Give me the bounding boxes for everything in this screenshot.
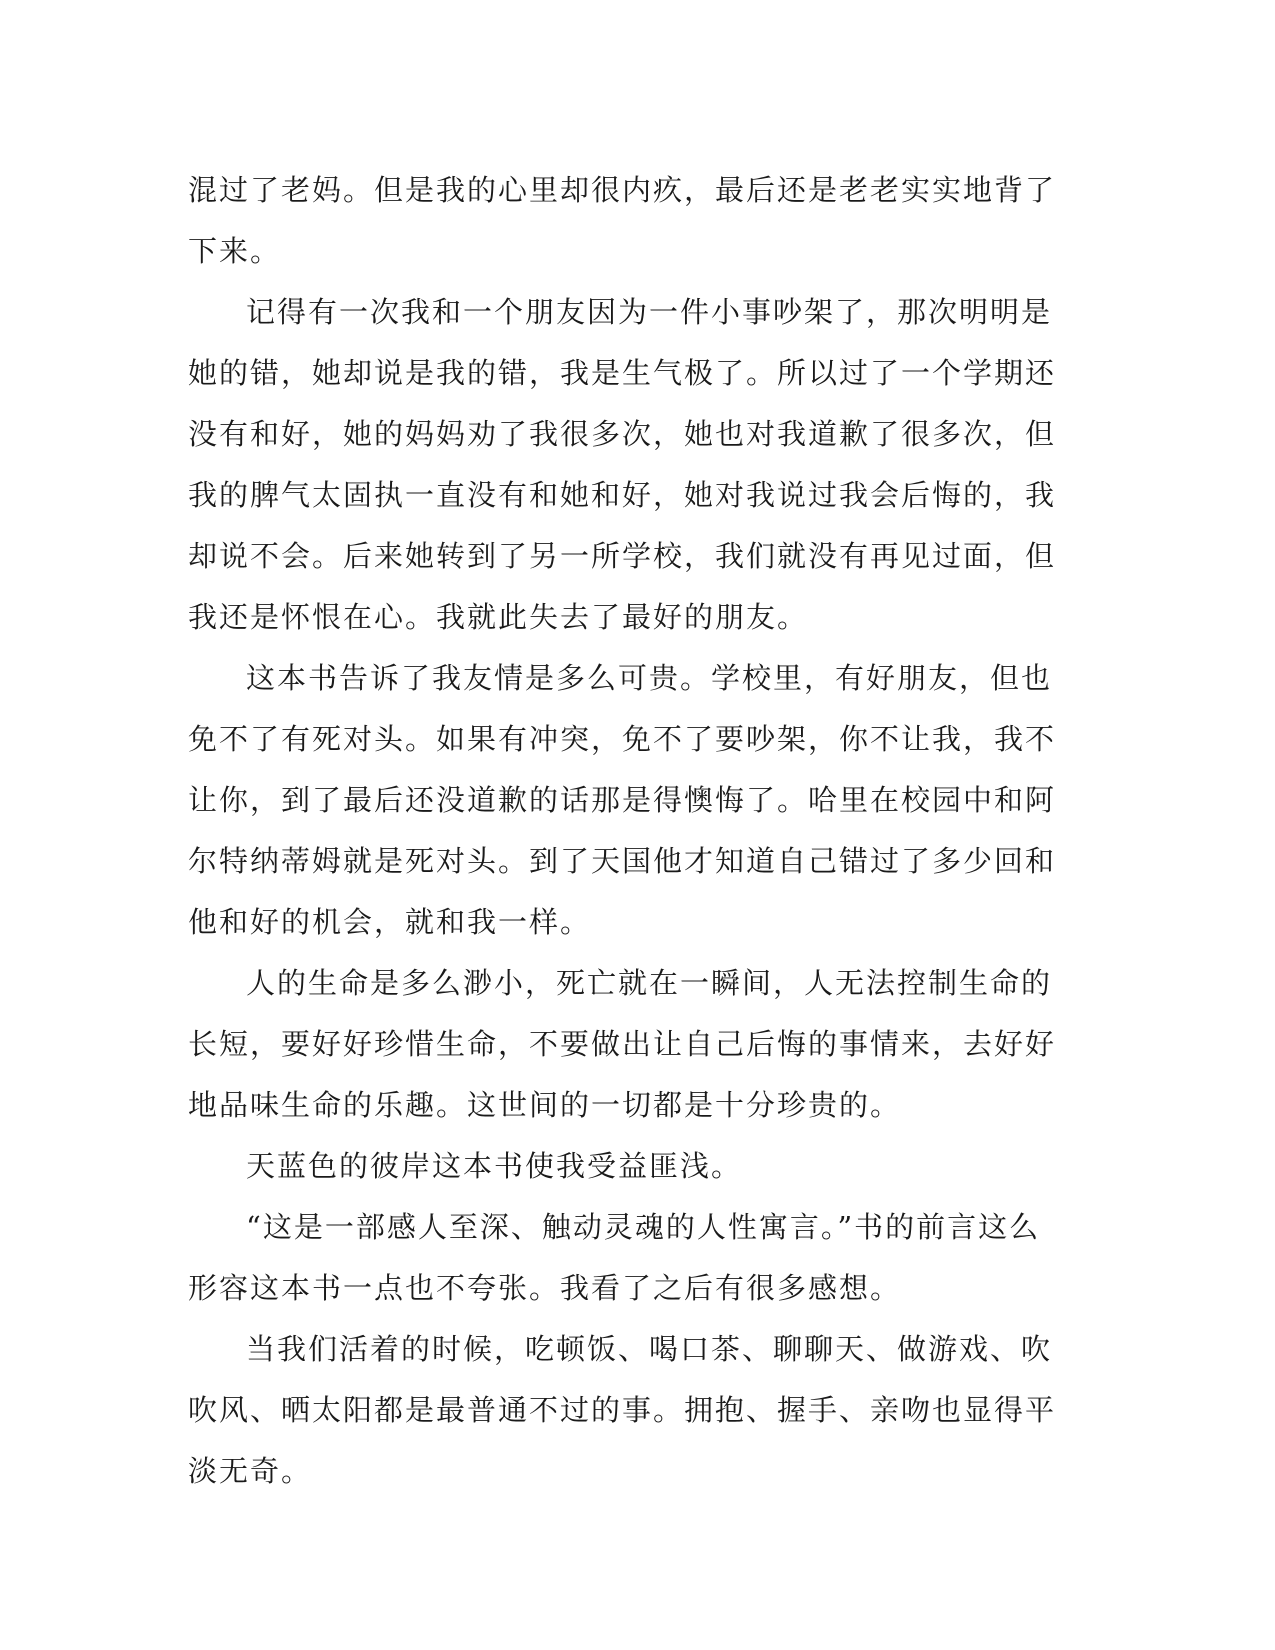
- paragraph-preface-quote: “这是一部感人至深、触动灵魂的人性寓言。”书的前言这么形容这本书一点也不夸张。我看了之后有很多感想。: [188, 1210, 1041, 1305]
- document-body: [188, 160, 1068, 1502]
- paragraph-friend-quarrel: 记得有一次我和一个朋友因为一件小事吵架了，那次明明是她的错，她却说是我的错，我是生气极了。所以过了一个学期还没有和好，她的妈妈劝了我很多次，她也对我道歉了很多次，但我的脾气太固执一直没有和她和好，她对我说过我会后悔的，我却说不会。后来她转到了另一所学校，我们就没有再见过面，但我还是怀恨在心。我就此失去了最好的朋友。: [188, 295, 1057, 634]
- paragraph-friendship-value: 这本书告诉了我友情是多么可贵。学校里，有好朋友，但也免不了有死对头。如果有冲突，免不了要吵架，你不让我，我不让你，到了最后还没道歉的话那是得懊悔了。哈里在校园中和阿尔特纳蒂姆就是死对头。到了天国他才知道自己错过了多少回和他和好的机会，就和我一样。: [188, 661, 1057, 939]
- paragraph-ordinary-life: 当我们活着的时候，吃顿饭、喝口茶、聊聊天、做游戏、吹吹风、晒太阳都是最普通不过的事。拥抱、握手、亲吻也显得平淡无奇。: [188, 1332, 1057, 1488]
- paragraph-book-benefit: 天蓝色的彼岸这本书使我受益匪浅。: [246, 1149, 743, 1183]
- paragraph-continuation: 混过了老妈。但是我的心里却很内疚，最后还是老老实实地背了下来。: [188, 173, 1057, 268]
- paragraph-life-cherish: 人的生命是多么渺小，死亡就在一瞬间，人无法控制生命的长短，要好好珍惜生命，不要做出让自己后悔的事情来，去好好地品味生命的乐趣。这世间的一切都是十分珍贵的。: [188, 966, 1057, 1122]
